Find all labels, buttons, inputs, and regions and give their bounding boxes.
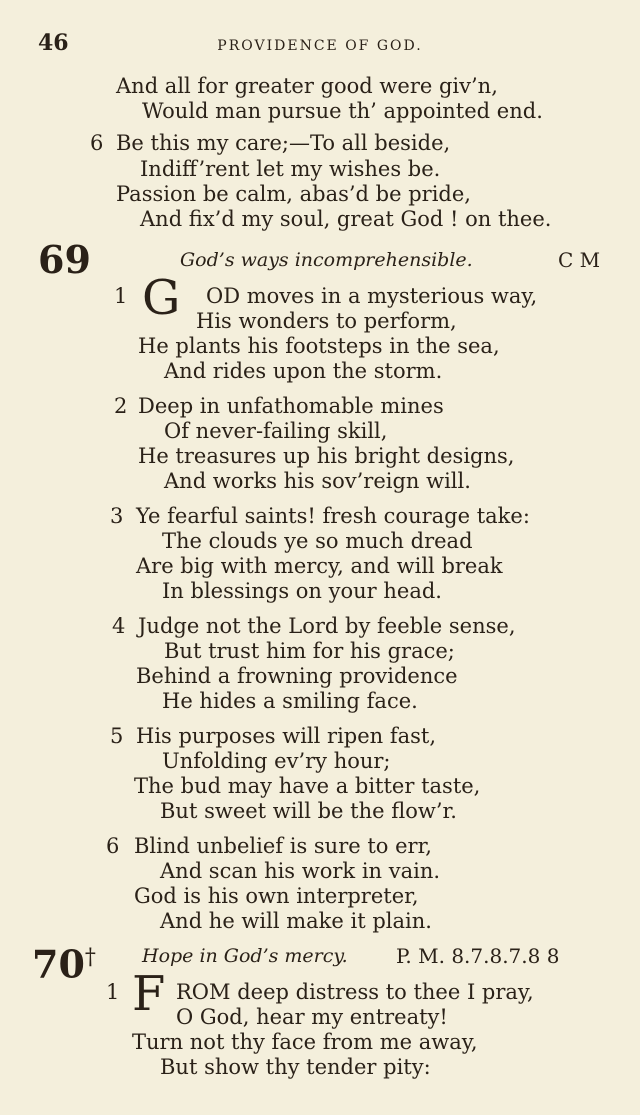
dagger-mark: † (84, 945, 96, 970)
verse-number: 1 (114, 284, 128, 308)
verse-line: Ye fearful saints! fresh courage take: (136, 504, 530, 528)
verse-line: Of never-failing skill, (164, 419, 388, 443)
verse-line: Be this my care;—To all beside, (116, 131, 451, 155)
verse-line: Are big with mercy, and will break (136, 554, 503, 578)
verse-number: 6 (90, 131, 104, 155)
verse-line: The clouds ye so much dread (162, 529, 473, 553)
hymn-number-value: 70 (32, 941, 85, 987)
verse-line: But show thy tender pity: (160, 1055, 431, 1079)
verse-line: Indiff’rent let my wishes be. (140, 157, 441, 181)
verse-line: ROM deep distress to thee I pray, (176, 980, 534, 1004)
verse-line: God is his own interpreter, (134, 884, 419, 908)
running-title: PROVIDENCE OF GOD. (217, 38, 423, 54)
verse-number: 5 (110, 724, 124, 748)
verse-line: The bud may have a bitter taste, (134, 774, 481, 798)
verse-line: He treasures up his bright designs, (138, 444, 515, 468)
verse-number: 1 (106, 980, 120, 1004)
hymn-meter: C M (558, 248, 601, 272)
verse-line: And rides upon the storm. (164, 359, 443, 383)
verse-line: O God, hear my entreaty! (176, 1005, 448, 1029)
drop-cap: F (132, 966, 166, 1022)
verse-line: Judge not the Lord by feeble sense, (138, 614, 516, 638)
verse-line: And works his sov’reign will. (164, 469, 471, 493)
verse-line: But trust him for his grace; (164, 639, 455, 663)
page-number: 46 (38, 30, 69, 56)
verse-line: OD moves in a mysterious way, (206, 284, 538, 308)
hymn-title: God’s ways incomprehensible. (180, 249, 473, 271)
verse-number: 6 (106, 834, 120, 858)
verse-line: Passion be calm, abas’d be pride, (116, 182, 471, 206)
verse-number: 2 (114, 394, 128, 418)
verse-line: His wonders to perform, (196, 309, 457, 333)
verse-line: Deep in unfathomable mines (138, 394, 444, 418)
verse-line: And he will make it plain. (160, 909, 432, 933)
verse-line: He hides a smiling face. (162, 689, 418, 713)
verse-line: Unfolding ev’ry hour; (162, 749, 391, 773)
verse-line: And all for greater good were giv’n, (116, 74, 498, 98)
verse-line: Behind a frowning providence (136, 664, 458, 688)
verse-line: But sweet will be the flow’r. (160, 799, 457, 823)
verse-number: 3 (110, 504, 124, 528)
verse-line: He plants his footsteps in the sea, (138, 334, 500, 358)
verse-line: His purposes will ripen fast, (136, 724, 437, 748)
verse-line: Turn not thy face from me away, (132, 1030, 478, 1054)
drop-cap: G (142, 270, 181, 326)
hymn-meter: P. M. 8.7.8.7.8 8 (396, 944, 560, 968)
verse-line: And scan his work in vain. (160, 859, 441, 883)
hymn-title: Hope in God’s mercy. (142, 945, 348, 967)
verse-line: In blessings on your head. (162, 579, 442, 603)
verse-line: Would man pursue th’ appointed end. (142, 99, 543, 123)
verse-line: And fix’d my soul, great God ! on thee. (140, 207, 552, 231)
verse-number: 4 (112, 614, 126, 638)
hymn-number (32, 938, 96, 985)
hymn-number: 69 (38, 237, 91, 282)
verse-line: Blind unbelief is sure to err, (134, 834, 432, 858)
